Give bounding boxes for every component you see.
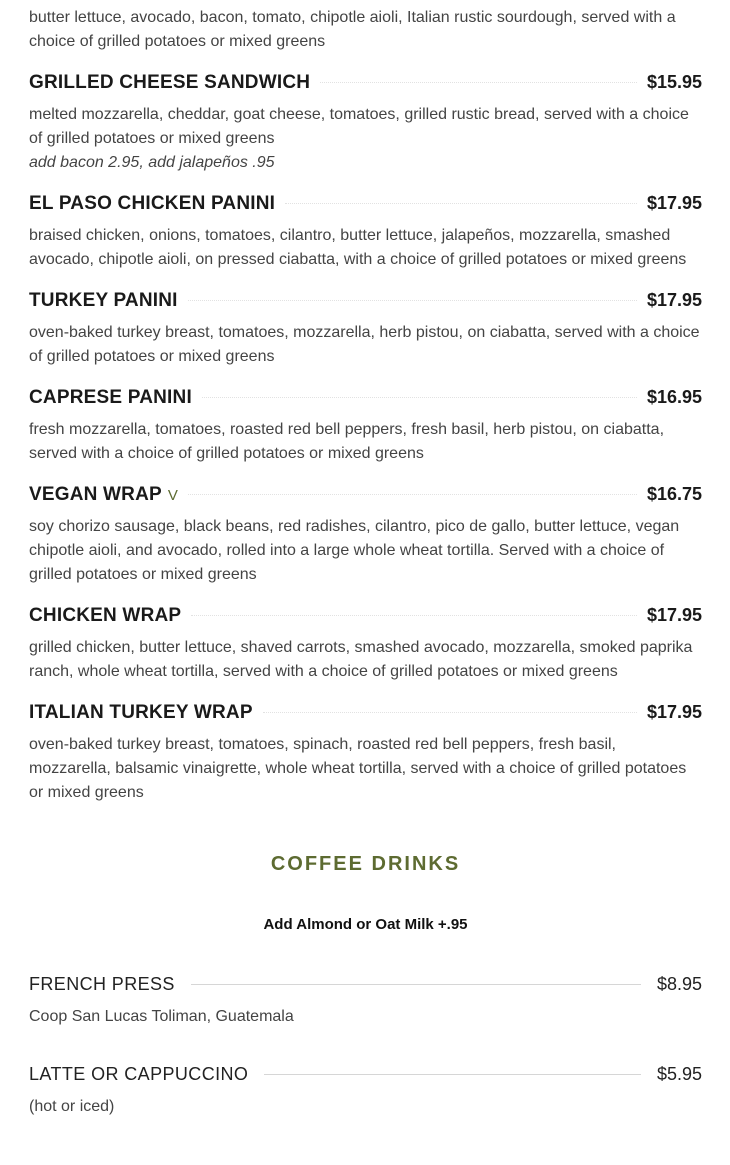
menu-item-grilled-cheese <box>29 72 702 175</box>
menu-item-header <box>29 290 702 316</box>
menu-item-description: fresh mozzarella, tomatoes, roasted red bell peppers, fresh basil, herb pistou, on ciabatta, served with a choice of grilled potatoes or mixed greens <box>29 421 665 462</box>
menu-item-price: $17.95 <box>646 193 702 213</box>
menu-item-description: grilled chicken, butter lettuce, shaved carrots, smashed avocado, mozzarella, smoked paprika ranch, whole wheat tortilla, served with a choice of grilled potatoes or mixed greens <box>29 639 693 680</box>
coffee-item-price: $8.95 <box>656 973 702 994</box>
dotted-leader <box>188 300 637 301</box>
coffee-item-name: FRENCH PRESS <box>29 973 175 994</box>
coffee-item-header <box>29 1061 702 1087</box>
menu-item-description: soy chorizo sausage, black beans, red radishes, cilantro, pico de gallo, butter lettuce, vegan chipotle aioli, and avocado, rolled into a large whole wheat tortilla. Served with a choice of grilled potatoes or mixed greens <box>29 518 680 583</box>
menu-item-chicken-wrap <box>29 605 702 684</box>
menu-item-header <box>29 702 702 728</box>
coffee-item-description: (hot or iced) <box>29 1098 115 1115</box>
coffee-item-header <box>29 971 702 997</box>
coffee-item-name: LATTE OR CAPPUCCINO <box>29 1063 249 1084</box>
previous-item-description: butter lettuce, avocado, bacon, tomato, chipotle aioli, Italian rustic sourdough, served with a choice of grilled potatoes or mixed greens <box>29 9 676 50</box>
menu-item-name: TURKEY PANINI <box>29 290 178 311</box>
menu-item-header <box>29 387 702 413</box>
section-note: Add Almond or Oat Milk +.95 <box>263 916 468 933</box>
menu-item-price: $17.95 <box>646 605 702 625</box>
dotted-leader <box>191 615 637 616</box>
dotted-leader <box>263 712 637 713</box>
menu-item-price: $16.95 <box>646 387 702 407</box>
menu-item-name: GRILLED CHEESE SANDWICH <box>29 72 311 93</box>
menu-item-vegan-wrap <box>29 484 702 587</box>
menu-item-header <box>29 484 702 510</box>
menu-item-name: CHICKEN WRAP <box>29 605 182 626</box>
coffee-item-description: Coop San Lucas Toliman, Guatemala <box>29 1008 294 1025</box>
dotted-leader <box>202 397 637 398</box>
menu-item-turkey-panini <box>29 290 702 369</box>
menu-item-italian-turkey-wrap <box>29 702 702 805</box>
menu-item-description: oven-baked turkey breast, tomatoes, spinach, roasted red bell peppers, fresh basil, mozzarella, balsamic vinaigrette, whole wheat tortilla, served with a choice of grilled potatoes or mixed greens <box>29 736 687 801</box>
menu-item-name: ITALIAN TURKEY WRAP <box>29 702 253 723</box>
vegan-mark: V <box>167 487 178 504</box>
menu-item-header <box>29 193 702 219</box>
dotted-leader <box>188 494 637 495</box>
menu-page <box>29 0 702 1119</box>
menu-item-name: CAPRESE PANINI <box>29 387 192 408</box>
coffee-item-french-press <box>29 971 702 1029</box>
coffee-item-latte-or-cappuccino <box>29 1061 702 1119</box>
menu-item-price: $16.75 <box>646 484 702 504</box>
dotted-leader <box>320 82 637 83</box>
menu-item-el-paso-chicken-panini <box>29 193 702 272</box>
section-title-coffee-drinks: COFFEE DRINKS <box>270 853 461 875</box>
menu-item-caprese-panini <box>29 387 702 466</box>
menu-item-description: melted mozzarella, cheddar, goat cheese, tomatoes, grilled rustic bread, served with a choice of grilled potatoes or mixed greens <box>29 106 689 147</box>
menu-item-name: VEGAN WRAP <box>29 484 162 505</box>
menu-item-price: $17.95 <box>646 702 702 722</box>
coffee-item-price: $5.95 <box>656 1063 702 1084</box>
menu-item-name: EL PASO CHICKEN PANINI <box>29 193 276 214</box>
menu-item-header <box>29 72 702 98</box>
menu-item-price: $15.95 <box>646 72 702 92</box>
leader-line <box>191 984 641 985</box>
leader-line <box>264 1074 641 1075</box>
dotted-leader <box>285 203 637 204</box>
menu-item-description: oven-baked turkey breast, tomatoes, mozzarella, herb pistou, on ciabatta, served with a choice of grilled potatoes or mixed greens <box>29 324 700 365</box>
menu-item-header <box>29 605 702 631</box>
menu-item-addon: add bacon 2.95, add jalapeños .95 <box>29 154 275 171</box>
menu-item-price: $17.95 <box>646 290 702 310</box>
menu-item-description: braised chicken, onions, tomatoes, cilantro, butter lettuce, jalapeños, mozzarella, smashed avocado, chipotle aioli, on pressed ciabatta, with a choice of grilled potatoes or mixed greens <box>29 227 687 268</box>
